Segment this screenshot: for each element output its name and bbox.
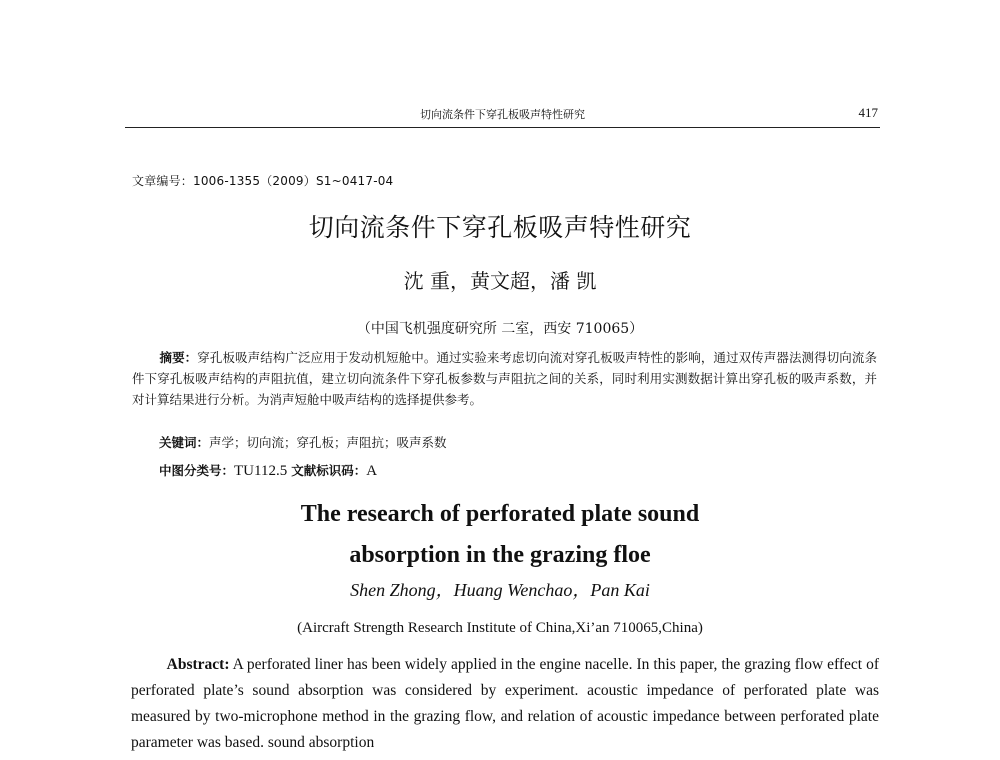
class-number-label: 中图分类号： — [159, 463, 235, 478]
page-number: 417 — [858, 105, 878, 120]
english-title — [0, 494, 1000, 576]
doc-code-value: A — [366, 463, 378, 479]
chinese-affiliation: （中国飞机强度研究所 二室，西安 710065） — [356, 321, 644, 337]
english-abstract-text: A perforated liner has been widely applied in the engine nacelle. In this paper, the grazing flow effect of perforated plate’s sound absorption was considered by experiment. acoustic impedance of perforated plate was measured by two-microphone method in the grazing flow, and relation of acoustic impedance between perforated plate parameter was based. sound absorption — [131, 656, 879, 751]
keywords-text: 声学；切向流；穿孔板；声阻抗；吸声系数 — [209, 435, 447, 450]
english-abstract — [131, 652, 879, 756]
running-title: 切向流条件下穿孔板吸声特性研究 — [420, 108, 585, 121]
english-authors: Shen Zhong，Huang Wenchao，Pan Kai — [350, 580, 650, 600]
doc-code-label: 文献标识码： — [291, 463, 367, 478]
header-rule — [125, 127, 880, 128]
chinese-authors: 沈 重，黄文超，潘 凯 — [403, 269, 597, 293]
keywords-label: 关键词： — [159, 435, 210, 450]
english-title-line-1: The research of perforated plate sound — [300, 501, 700, 527]
english-abstract-label: Abstract: — [166, 656, 230, 673]
class-number-value: TU112.5 — [234, 463, 288, 479]
article-number: 文章编号：1006-1355（2009）S1~0417-04 — [132, 174, 394, 188]
chinese-title: 切向流条件下穿孔板吸声特性研究 — [308, 213, 692, 242]
english-affiliation: (Aircraft Strength Research Institute of China,Xi’an 710065,China) — [297, 620, 703, 636]
classification-line — [159, 461, 377, 480]
chinese-keywords — [159, 433, 447, 451]
english-title-line-2: absorption in the grazing floe — [349, 542, 651, 568]
chinese-abstract-text: 穿孔板吸声结构广泛应用于发动机短舱中。通过实验来考虑切向流对穿孔板吸声特性的影响，通过双传声器法测得切向流条件下穿孔板吸声结构的声阻抗值，建立切向流条件下穿孔板参数与声阻抗之间的关系，同时利用实测数据计算出穿孔板的吸声系数，并对计算结果进行分析。为消声短舱中吸声结构的选择提供参考。 — [132, 350, 877, 407]
running-header — [125, 104, 880, 126]
chinese-abstract-label: 摘要： — [159, 350, 198, 365]
chinese-abstract — [132, 347, 877, 410]
